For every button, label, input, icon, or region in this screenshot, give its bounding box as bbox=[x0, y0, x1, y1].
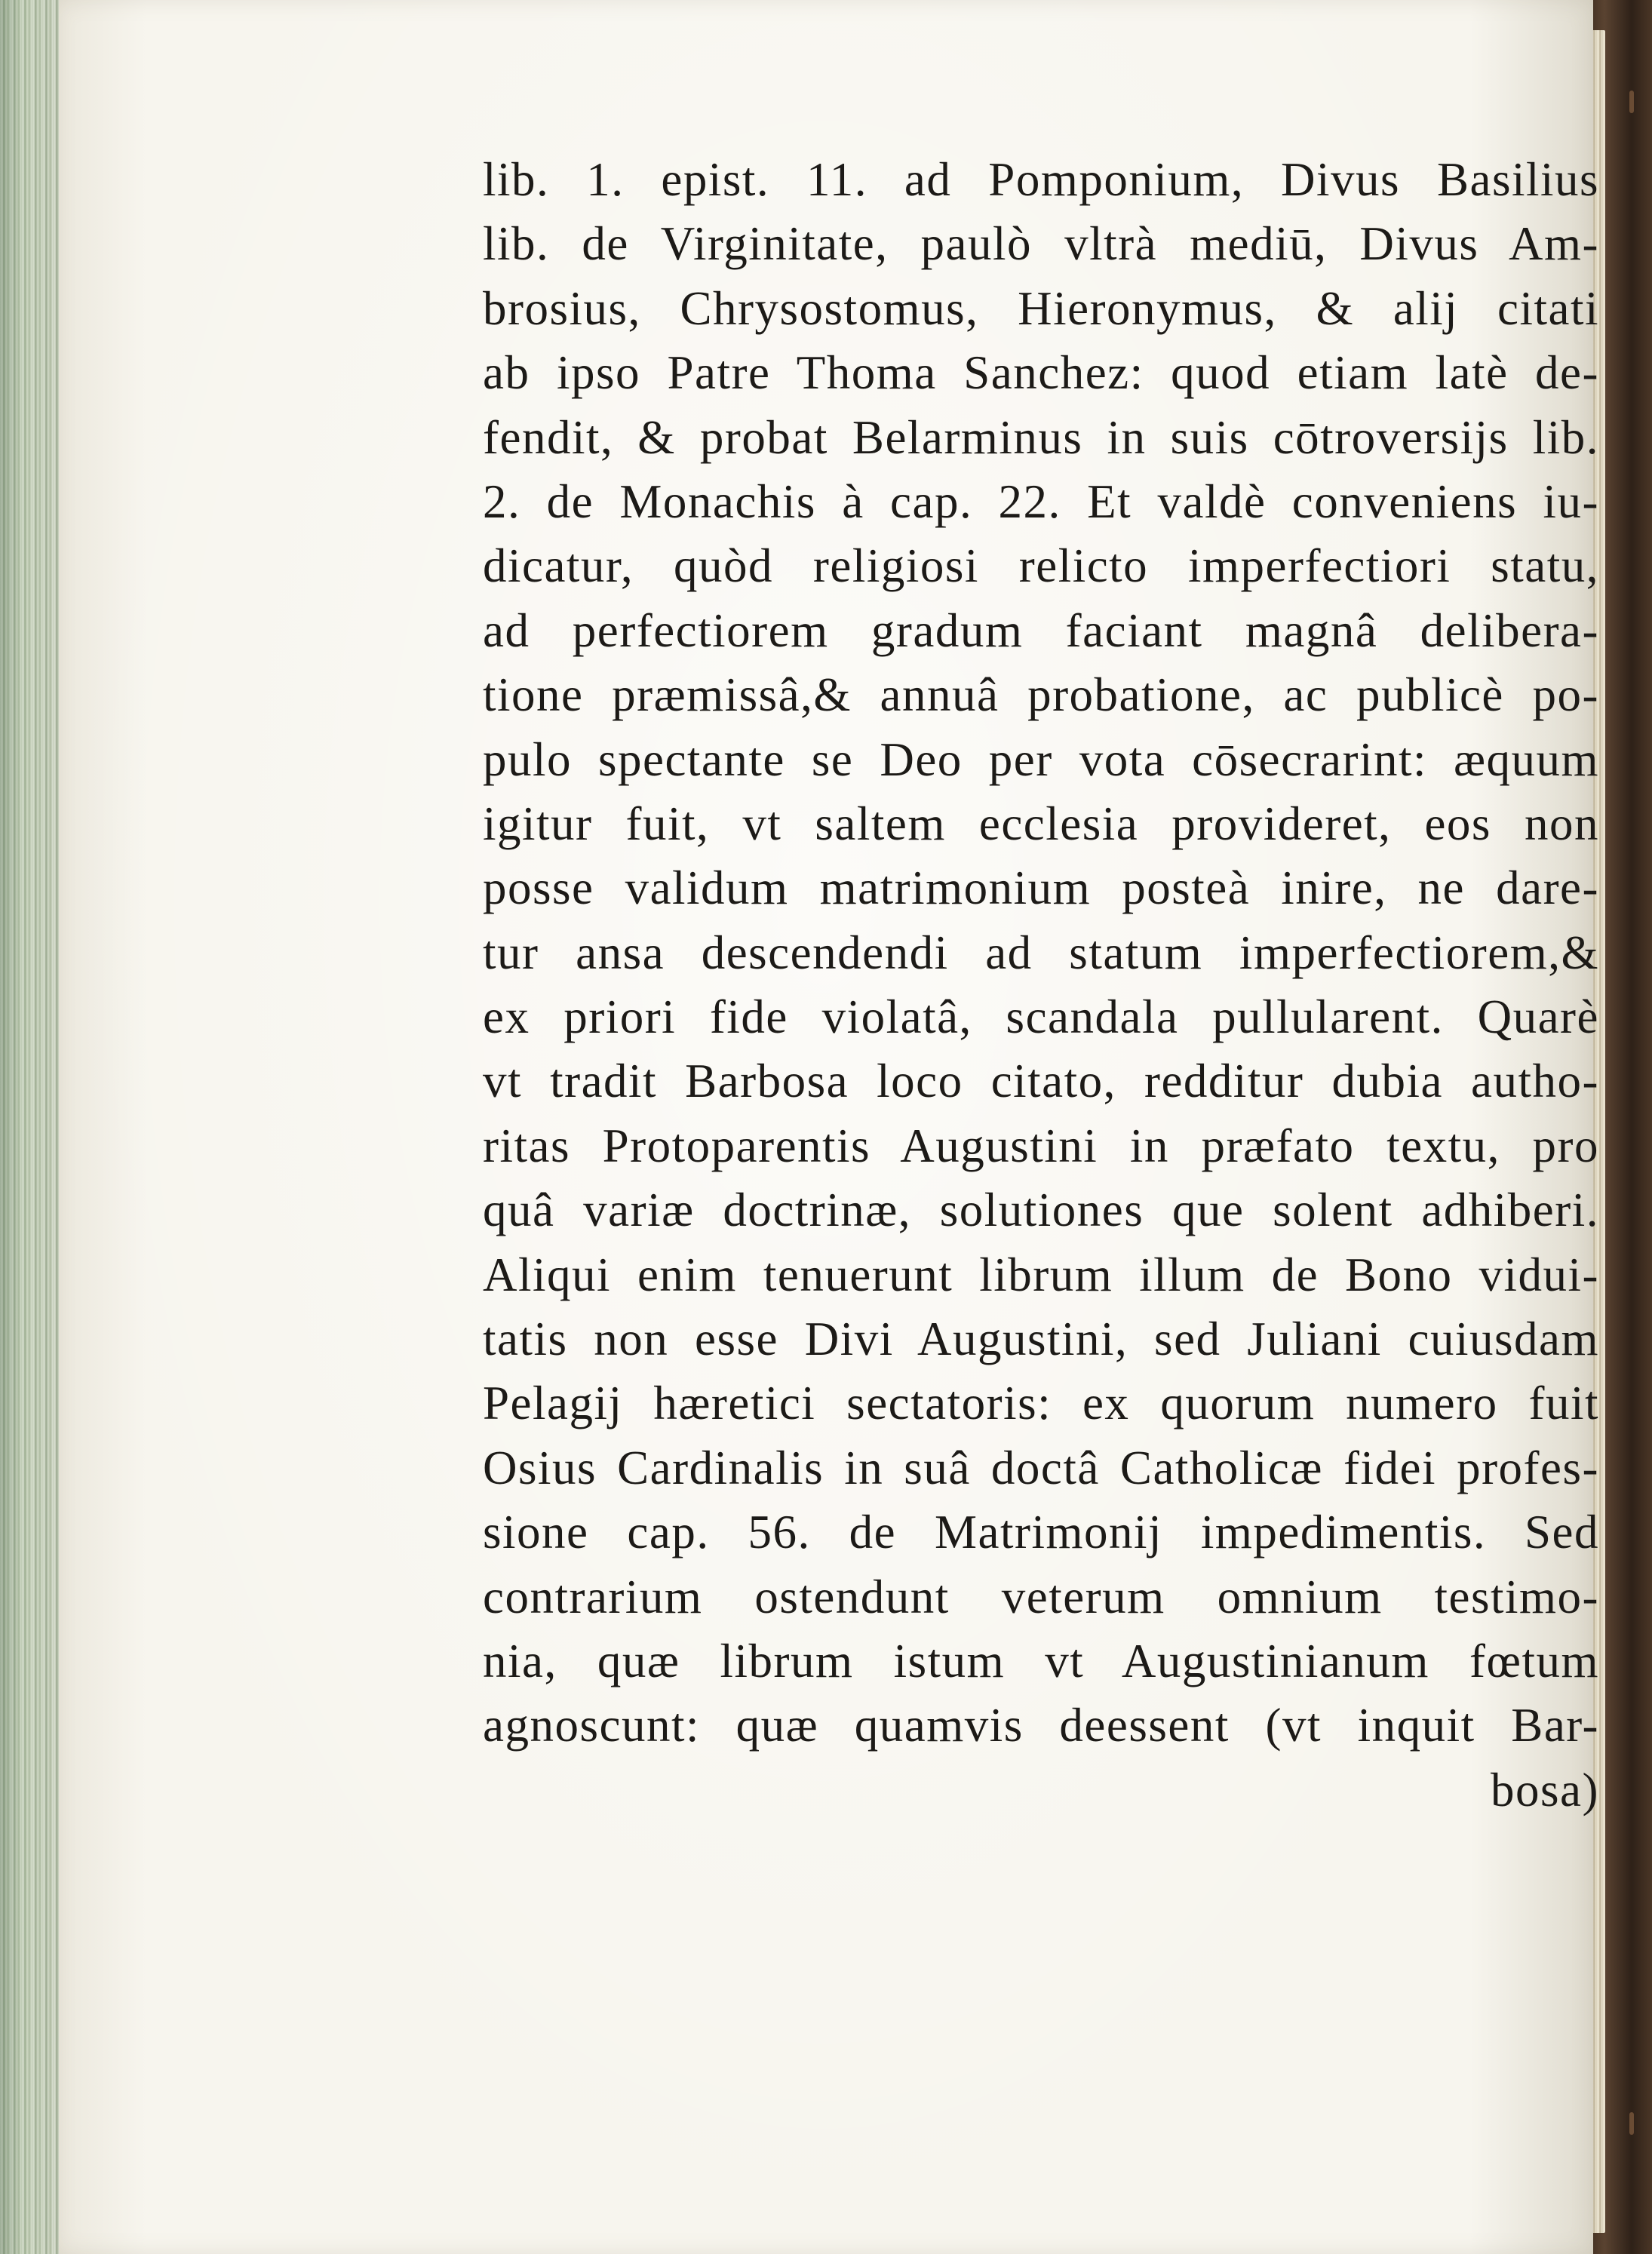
text-line: brosius, Chrysostomus, Hieronymus, & alij citati bbox=[483, 281, 1599, 335]
text-line: lib. de Virginitate, paulò vltrà mediū, Divus Am- bbox=[483, 217, 1599, 271]
text-line: tione præmissâ,& annuâ probatione, ac publicè po- bbox=[483, 668, 1599, 722]
text-line: sione cap. 56. de Matrimonij impedimentis. Sed bbox=[483, 1506, 1599, 1559]
text-line: bosa) bbox=[1491, 1763, 1599, 1816]
binding-stitch bbox=[1629, 2112, 1634, 2135]
left-page-edges-shade bbox=[0, 0, 59, 2254]
text-line: contrarium ostendunt veterum omnium testimo- bbox=[483, 1570, 1599, 1623]
text-line: igitur fuit, vt saltem ecclesia provideret, eos non bbox=[483, 797, 1599, 850]
text-line: ad perfectiorem gradum faciant magnâ delibera- bbox=[483, 603, 1599, 657]
binding-stitch bbox=[1629, 91, 1634, 113]
page-text bbox=[483, 148, 1599, 1823]
text-line: ab ipso Patre Thoma Sanchez: quod etiam latè de- bbox=[483, 346, 1599, 400]
text-line: nia, quæ librum istum vt Augustinianum fœtum bbox=[483, 1634, 1599, 1687]
text-line: vt tradit Barbosa loco citato, redditur dubia autho- bbox=[483, 1055, 1599, 1108]
text-line: tatis non esse Divi Augustini, sed Juliani cuiusdam bbox=[483, 1313, 1599, 1366]
text-line: 2. de Monachis à cap. 22. Et valdè conveniens iu- bbox=[483, 474, 1599, 528]
text-line: dicatur, quòd religiosi relicto imperfectiori statu, bbox=[483, 539, 1599, 593]
text-line: posse validum matrimonium posteà inire, ne dare- bbox=[483, 861, 1599, 915]
text-line: Aliqui enim tenuerunt librum illum de Bono vidui- bbox=[483, 1248, 1599, 1301]
text-line: agnoscunt: quæ quamvis deessent (vt inquit Bar- bbox=[483, 1699, 1599, 1752]
text-line: tur ansa descendendi ad statum imperfectiorem,& bbox=[483, 926, 1599, 979]
text-line: fendit, & probat Belarminus in suis cōtroversijs lib. bbox=[483, 410, 1599, 464]
text-line: ex priori fide violatâ, scandala pullularent. Quarè bbox=[483, 990, 1599, 1044]
book-page bbox=[54, 0, 1599, 2254]
text-line: lib. 1. epist. 11. ad Pomponium, Divus Basilius bbox=[483, 153, 1599, 206]
text-line: quâ variæ doctrinæ, solutiones que solent adhiberi. bbox=[483, 1184, 1599, 1237]
text-line: pulo spectante se Deo per vota cōsecrarint: æquum bbox=[483, 732, 1599, 786]
text-line: ritas Protoparentis Augustini in præfato textu, pro bbox=[483, 1119, 1599, 1172]
text-line: Pelagij hæretici sectatoris: ex quorum numero fuit bbox=[483, 1377, 1599, 1430]
text-line: Osius Cardinalis in suâ doctâ Catholicæ fidei profes- bbox=[483, 1441, 1599, 1494]
